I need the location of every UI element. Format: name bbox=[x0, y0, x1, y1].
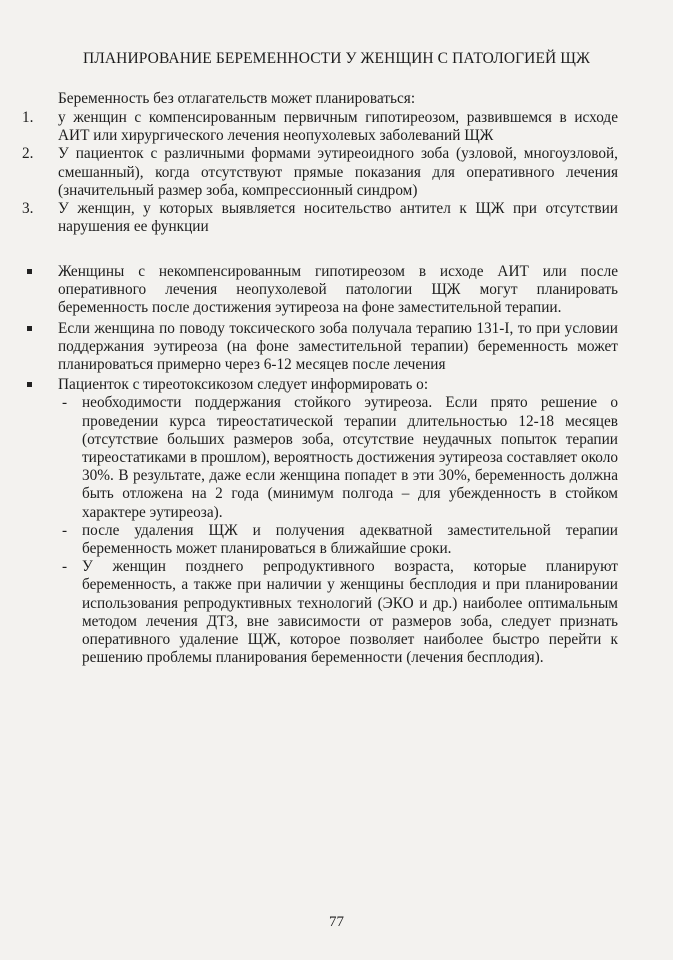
dash-marker: - bbox=[62, 394, 68, 412]
page-number: 77 bbox=[329, 914, 344, 930]
bullet-list bbox=[0, 263, 673, 667]
bullet-item bbox=[0, 320, 618, 375]
item-text: У женщин, у которых выявляется носительство антител к ЩЖ при отсутствии нарушения ее функции bbox=[58, 200, 618, 236]
item-text: У женщин позднего репродуктивного возраста, которые планируют беременность, а также при наличии у женщины бесплодия и при планировании использования репродуктивных технологий (ЭКО и др.) наиболее оптимальным методом лечения ДТЗ, вне зависимости от размеров зоба, следует признать оперативного удаление ЩЖ, которое позволяет наиболее быстро перейти к решению проблемы планирования беременности (лечения бесплодия). bbox=[82, 558, 618, 667]
item-text: У пациенток с различными формами эутиреоидного зоба (узловой, многоузловой, смешанный), когда отсутствуют прямые показания для оперативного лечения (значительный размер зоба, компрессионный синдром) bbox=[58, 145, 618, 199]
dash-item bbox=[0, 558, 618, 667]
numbered-item bbox=[0, 109, 618, 145]
bullet-item bbox=[0, 263, 618, 318]
numbered-list bbox=[0, 109, 673, 236]
page-title: ПЛАНИРОВАНИЕ БЕРЕМЕННОСТИ У ЖЕНЩИН С ПАТОЛОГИЕЙ ЩЖ bbox=[82, 50, 591, 67]
item-text: Женщины с некомпенсированным гипотиреозом в исходе АИТ или после оперативного лечения неопухолевой патологии ЩЖ могут планировать беременность после достижения эутиреоза на фоне заместительной терапии. bbox=[58, 263, 618, 317]
dash-marker: - bbox=[62, 558, 68, 576]
intro-paragraph: Беременность без отлагательств может планироваться: bbox=[58, 90, 416, 107]
numbered-item bbox=[0, 200, 618, 236]
item-text: у женщин с компенсированным первичным гипотиреозом, развившемся в исходе АИТ или хирургического лечения неопухолевых заболеваний ЩЖ bbox=[58, 109, 618, 145]
numbered-item bbox=[0, 145, 618, 200]
dash-marker: - bbox=[62, 521, 68, 539]
dash-item bbox=[0, 522, 618, 558]
item-number: 1. bbox=[22, 109, 34, 126]
item-number: 2. bbox=[22, 145, 34, 163]
item-text: Пациенток с тиреотоксикозом следует информировать о: bbox=[58, 376, 429, 394]
bullet-item bbox=[0, 376, 618, 394]
square-bullet-icon bbox=[27, 326, 32, 331]
dash-item bbox=[0, 394, 618, 521]
square-bullet-icon bbox=[27, 269, 32, 274]
item-text: Если женщина по поводу токсического зоба получала терапию 131-I, то при условии поддержания эутиреоза (на фоне заместительной терапии) беременность может планироваться примерно через 6-12 месяцев после лечения bbox=[58, 319, 618, 374]
item-text: после удаления ЩЖ и получения адекватной заместительной терапии беременность может планироваться в ближайшие сроки. bbox=[82, 521, 618, 558]
item-number: 3. bbox=[22, 200, 34, 218]
item-text: необходимости поддержания стойкого эутиреоза. Если прято решение о проведении курса тиреостатической терапии длительностью 12-18 месяцев (отсутствие больших размеров зоба, отсутствие неудачных попыток терапии тиреостатиками в прошлом), вероятность достижения эутиреоза составляет около 30%. В результате, даже если женщина попадет в эти 30%, беременность должна быть отложена на 2 года (минимум полгода – для убежденность в стойком характере эутиреоза). bbox=[82, 394, 618, 521]
square-bullet-icon bbox=[27, 382, 32, 387]
